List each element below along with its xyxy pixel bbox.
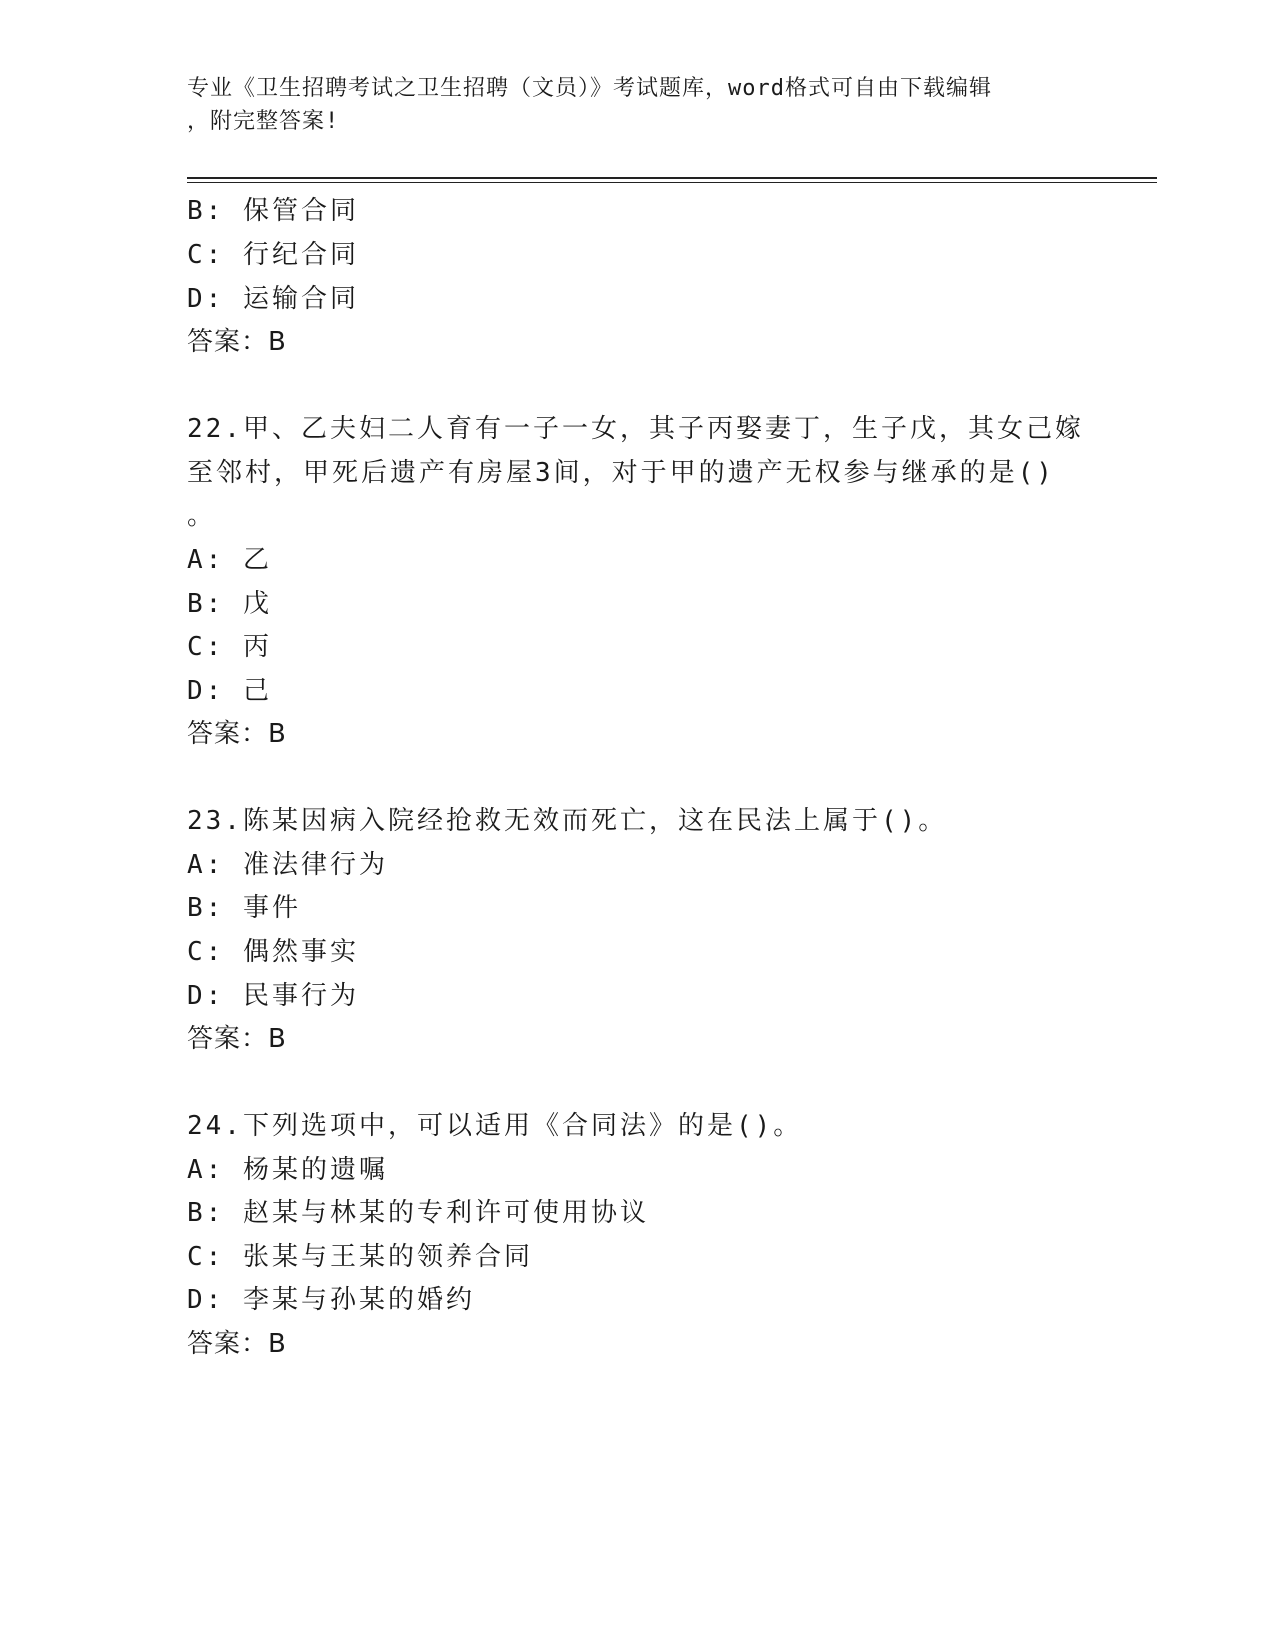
header-divider-thick [187,177,1157,179]
answer: 答案：B [187,719,287,749]
option-a: A: 乙 [187,545,272,575]
option-c: C: 行纪合同 [187,240,359,270]
answer: 答案：B [187,1329,287,1359]
option-d: D: 民事行为 [187,981,359,1011]
option-c: C: 偶然事实 [187,937,359,967]
header-line-1: 专业《卫生招聘考试之卫生招聘（文员）》考试题库，word格式可自由下载编辑 [187,76,992,101]
option-d: D: 李某与孙某的婚约 [187,1285,475,1315]
question-24: 24.下列选项中，可以适用《合同法》的是()。 [187,1111,803,1141]
option-b: B: 赵某与林某的专利许可使用协议 [187,1198,649,1228]
question-22-line-3: 。 [187,501,217,531]
option-a: A: 准法律行为 [187,850,388,880]
question-23: 23.陈某因病入院经抢救无效而死亡，这在民法上属于()。 [187,806,948,836]
answer: 答案：B [187,1024,287,1054]
option-d: D: 运输合同 [187,284,359,314]
option-b: B: 事件 [187,893,301,923]
option-b: B: 保管合同 [187,196,359,226]
question-22-line-1: 22.甲、乙夫妇二人育有一子一女，其子丙娶妻丁，生子戊，其女己嫁 [187,414,1084,444]
option-c: C: 张某与王某的领养合同 [187,1242,533,1272]
answer: 答案：B [187,327,287,357]
document-header [187,72,1087,138]
option-c: C: 丙 [187,632,272,662]
option-a: A: 杨某的遗嘱 [187,1155,388,1185]
header-line-2: ，附完整答案! [187,109,340,134]
header-divider-thin [187,182,1157,183]
question-22-line-2: 至邻村，甲死后遗产有房屋3间，对于甲的遗产无权参与继承的是() [187,458,1055,488]
option-b: B: 戊 [187,589,272,619]
option-d: D: 己 [187,676,272,706]
